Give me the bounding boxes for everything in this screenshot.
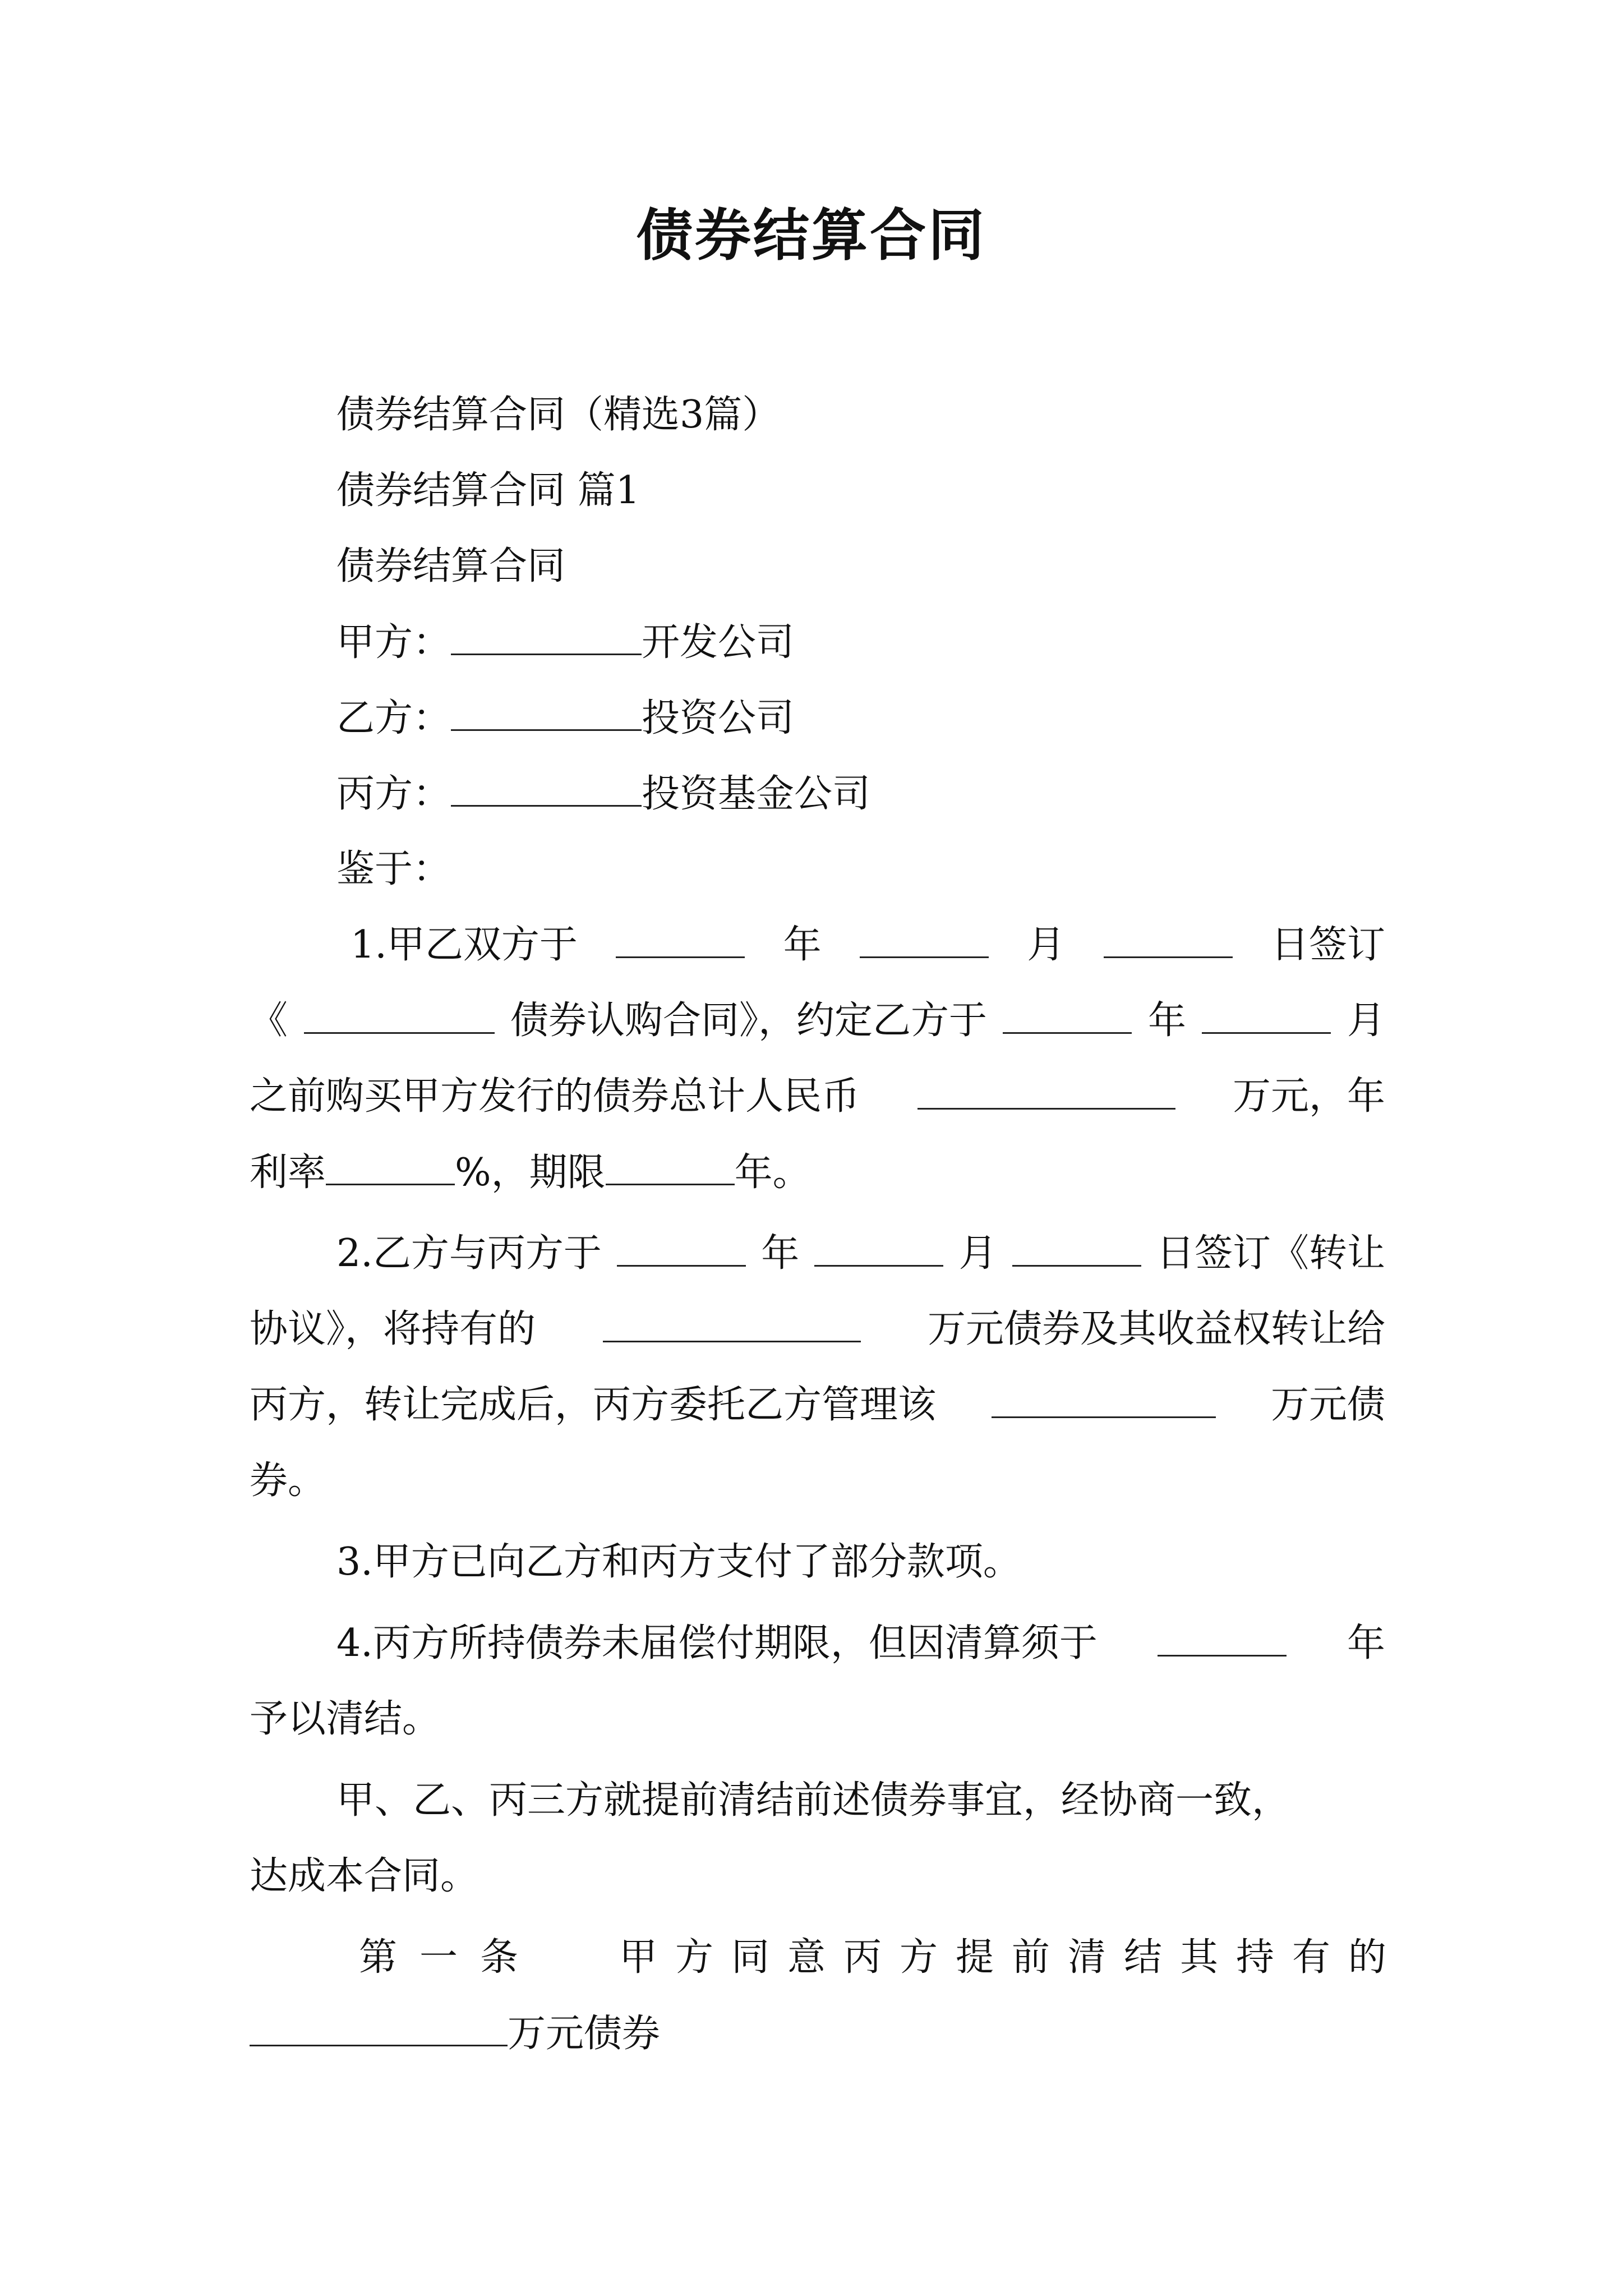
subtitle: 债券结算合同（精选3篇） xyxy=(336,393,781,437)
party-b-blank xyxy=(451,690,642,731)
agreement-line2: 达成本合同。 xyxy=(250,1854,479,1898)
party-a-suffix: 开发公司 xyxy=(642,620,795,665)
clause1-l3-unit: 万元，年 xyxy=(1232,1074,1385,1119)
clause2-l3-text: 丙方，转让完成后，丙方委托乙方管理该 xyxy=(250,1383,937,1427)
clause1-l4-rate: 利率 xyxy=(250,1151,326,1195)
clause2-l1-month: 月 xyxy=(958,1231,997,1276)
party-a-label: 甲方： xyxy=(336,620,451,665)
clause2-l3-end: 万元债 xyxy=(1270,1383,1385,1427)
party-c-blank xyxy=(451,766,642,807)
article1-text: 甲方同意丙方提前清结其持有的 xyxy=(619,1935,1405,1980)
clause1-rate-blank xyxy=(326,1144,455,1185)
part-heading: 债券结算合同 篇1 xyxy=(336,468,640,513)
party-b xyxy=(336,690,794,747)
article1-l2-text: 万元债券 xyxy=(508,2012,661,2056)
clause1-line4 xyxy=(250,1144,811,1201)
clause2-line2 xyxy=(250,1301,1385,1358)
clause1-line2 xyxy=(250,993,1385,1049)
clause1-amount-blank xyxy=(917,1069,1175,1110)
article1-line2 xyxy=(250,2005,660,2062)
clause1-l4-end: 年。 xyxy=(734,1151,811,1195)
clause4-l1-text: 4.丙方所持债券未届偿付期限，但因清算须于 xyxy=(336,1621,1098,1665)
clause1-l2-text: 债券认购合同》，约定乙方于 xyxy=(510,999,987,1043)
contract-name: 债券结算合同 xyxy=(336,544,566,588)
article1-label: 第一条 xyxy=(359,1935,541,1980)
clause1-text-a: 1.甲乙双方于 xyxy=(351,923,578,967)
article1-amount-blank xyxy=(250,2005,508,2046)
clause1-text-d: 日签订 xyxy=(1270,923,1385,967)
clause3: 3.甲方已向乙方和丙方支付了部分款项。 xyxy=(336,1540,1021,1584)
clause1-l4-term: %，期限 xyxy=(455,1151,606,1195)
clause1-l2-open: 《 xyxy=(250,999,288,1043)
clause2-l2-end: 万元债券及其收益权转让给 xyxy=(927,1307,1385,1351)
clause1-text-c: 月 xyxy=(1027,923,1066,967)
clause1-buy-year-blank xyxy=(1003,993,1132,1034)
article1-line1 xyxy=(359,1930,1405,1986)
clause2-l1-text: 2.乙方与丙方于 xyxy=(336,1231,602,1276)
clause4-l1-end: 年 xyxy=(1347,1621,1385,1665)
party-c-suffix: 投资基金公司 xyxy=(642,772,871,816)
clause2-l1-end: 日签订《转让 xyxy=(1156,1231,1385,1276)
party-b-label: 乙方： xyxy=(336,696,451,740)
clause4-line1 xyxy=(336,1616,1385,1672)
clause1-buy-month-blank xyxy=(1202,993,1331,1034)
clause1-l2-year: 年 xyxy=(1147,999,1186,1043)
clause2-day-blank xyxy=(1012,1226,1141,1267)
clause1-line1 xyxy=(351,917,1385,973)
clause2-line4: 券。 xyxy=(250,1458,326,1503)
clause2-line3 xyxy=(250,1377,1385,1433)
party-b-suffix: 投资公司 xyxy=(642,696,795,740)
party-a xyxy=(336,614,794,671)
clause2-l1-year: 年 xyxy=(761,1231,800,1276)
clause1-line3 xyxy=(250,1069,1385,1125)
clause2-l2-text: 协议》，将持有的 xyxy=(250,1307,536,1351)
clause4-year-blank xyxy=(1158,1616,1287,1657)
clause2-managed-amount-blank xyxy=(992,1377,1216,1418)
clause1-contract-blank xyxy=(304,993,495,1034)
document-title: 债券结算合同 xyxy=(637,203,986,268)
clause1-month-blank xyxy=(860,917,989,958)
clause1-term-blank xyxy=(606,1144,735,1185)
clause2-year-blank xyxy=(617,1226,746,1267)
party-a-blank xyxy=(451,614,642,655)
clause2-line1 xyxy=(336,1226,1385,1282)
party-c xyxy=(336,766,870,822)
whereas-heading: 鉴于： xyxy=(336,847,451,891)
clause1-text-b: 年 xyxy=(783,923,822,967)
agreement-line1: 甲、乙、丙三方就提前清结前述债券事宜，经协商一致， xyxy=(336,1778,1290,1823)
clause2-amount-blank xyxy=(603,1301,861,1342)
clause1-day-blank xyxy=(1104,917,1233,958)
clause1-l3-text: 之前购买甲方发行的债券总计人民币 xyxy=(250,1074,860,1119)
clause1-year-blank xyxy=(616,917,745,958)
clause4-line2: 予以清结。 xyxy=(250,1697,441,1741)
party-c-label: 丙方： xyxy=(336,772,451,816)
clause1-l2-month: 月 xyxy=(1347,999,1385,1043)
clause2-month-blank xyxy=(814,1226,943,1267)
